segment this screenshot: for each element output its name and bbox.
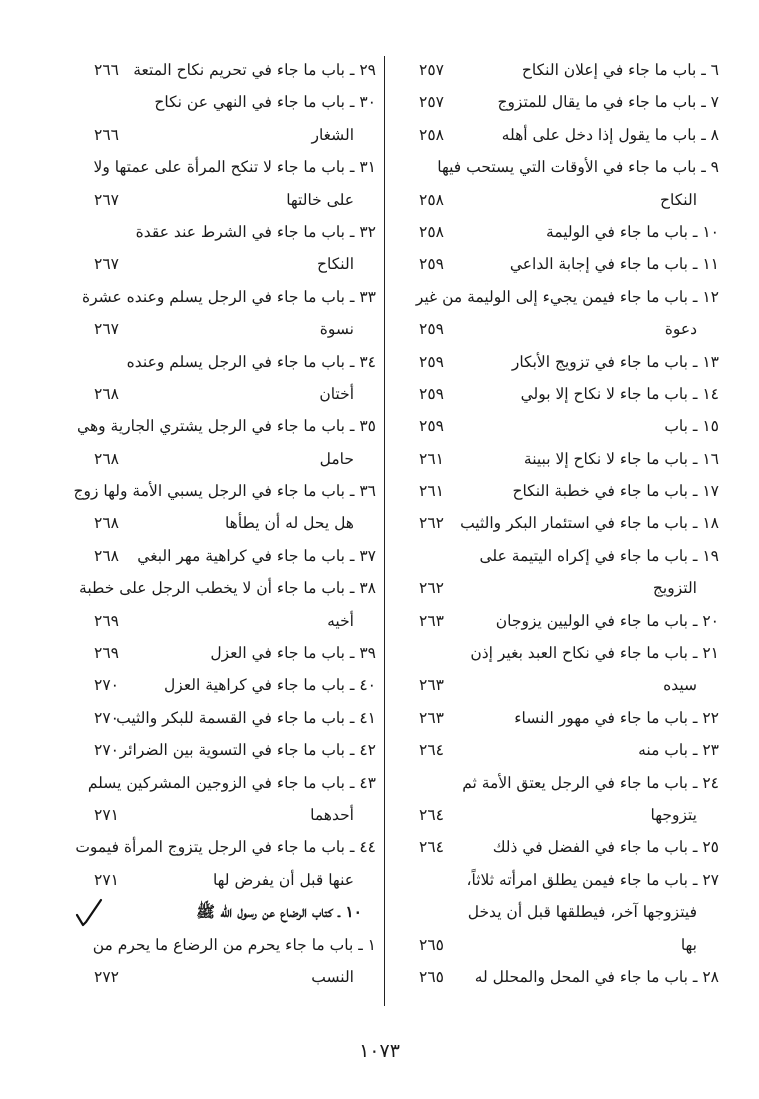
toc-entry — [80, 86, 376, 118]
toc-entry — [80, 864, 376, 896]
toc-entry-title: ٨ ـ باب ما يقول إذا دخل على أهله — [501, 125, 719, 144]
toc-entry-page-number: ٢٥٩ — [419, 417, 444, 436]
toc-entry — [397, 896, 719, 928]
toc-entry-page-number: ٢٦٥ — [419, 935, 444, 954]
toc-entry — [80, 961, 376, 993]
toc-entry-title: النكاح — [317, 255, 354, 274]
toc-entry-title: أختان — [319, 384, 354, 403]
toc-entry-title: ٤٠ ـ باب ما جاء في كراهية العزل — [164, 676, 376, 695]
toc-entry-page-number: ٢٦٥ — [419, 967, 444, 986]
toc-entry — [397, 184, 719, 216]
toc-entry — [80, 540, 376, 572]
toc-entry-title: النسب — [311, 967, 354, 986]
toc-entry — [80, 281, 376, 313]
toc-entry-page-number: ٢٥٨ — [419, 222, 444, 241]
toc-entry-title: ١٠ ـ باب ما جاء في الوليمة — [545, 222, 719, 241]
toc-entry — [80, 734, 376, 766]
toc-entry — [397, 313, 719, 345]
toc-entry-page-number: ٢٥٨ — [419, 190, 444, 209]
toc-entry-page-number: ٢٥٩ — [419, 352, 444, 371]
toc-entry-title: ٢٠ ـ باب ما جاء في الوليين يزوجان — [495, 611, 719, 630]
toc-entry — [80, 184, 376, 216]
toc-entry-title: حامل — [319, 449, 354, 468]
toc-entry-page-number: ٢٥٩ — [419, 384, 444, 403]
toc-entry-title: ٤١ ـ باب ما جاء في القسمة للبكر والثيب — [116, 708, 376, 727]
toc-entry-title: هل يحل له أن يطأها — [224, 514, 354, 533]
toc-entry-page-number: ٢٦٧ — [94, 255, 119, 274]
toc-entry-page-number: ٢٦٢ — [419, 514, 444, 533]
toc-entry — [80, 929, 376, 961]
toc-entry-title: ٤٣ ـ باب ما جاء في الزوجين المشركين يسلم — [87, 773, 376, 792]
toc-entry-page-number: ٢٦٧ — [94, 190, 119, 209]
toc-entry-page-number: ٢٧١ — [94, 805, 119, 824]
toc-entry — [397, 831, 719, 863]
toc-entry-title: عنها قبل أن يفرض لها — [212, 870, 354, 889]
page-number: ١٠٧٣ — [359, 1040, 400, 1062]
toc-entry-title: ٣٥ ـ باب ما جاء في الرجل يشتري الجارية وهي — [77, 417, 376, 436]
toc-entry-page-number: ٢٥٩ — [419, 255, 444, 274]
toc-entry — [80, 216, 376, 248]
toc-entry-title: ٢٤ ـ باب ما جاء في الرجل يعتق الأمة ثم — [462, 773, 719, 792]
toc-entry — [80, 248, 376, 280]
toc-entry-title: على خالتها — [286, 190, 354, 209]
toc-entry-title: ١٢ ـ باب ما جاء فيمن يجيء إلى الوليمة من غير — [415, 287, 719, 306]
toc-entry-title: الشغار — [311, 125, 354, 144]
toc-entry — [397, 961, 719, 993]
toc-entry-page-number: ٢٥٧ — [419, 61, 444, 79]
toc-entry — [397, 151, 719, 183]
toc-entry-title: ٤٢ ـ باب ما جاء في التسوية بين الضرائر — [119, 741, 376, 760]
toc-entry-title: ٢٥ ـ باب ما جاء في الفضل في ذلك — [492, 838, 719, 857]
toc-entry-title: ١٦ ـ باب ما جاء لا نكاح إلا ببينة — [523, 449, 719, 468]
toc-entry-title: فيتزوجها آخر، فيطلقها قبل أن يدخل — [467, 903, 697, 922]
toc-entry — [397, 378, 719, 410]
toc-entry-page-number: ٢٦١ — [419, 482, 444, 501]
toc-entry-page-number: ٢٦٧ — [94, 320, 119, 339]
toc-entry — [397, 507, 719, 539]
toc-entry — [80, 605, 376, 637]
toc-entry — [397, 605, 719, 637]
toc-entry — [80, 637, 376, 669]
toc-entry — [80, 702, 376, 734]
toc-entry — [397, 734, 719, 766]
toc-entry — [397, 119, 719, 151]
toc-entry — [397, 799, 719, 831]
toc-entry-title: ٣٦ ـ باب ما جاء في الرجل يسبي الأمة ولها زوج — [73, 482, 376, 501]
toc-entry — [397, 475, 719, 507]
toc-entry — [75, 831, 376, 863]
toc-entry — [397, 767, 719, 799]
toc-entry-page-number: ٢٦٩ — [94, 611, 119, 630]
toc-entry — [397, 443, 719, 475]
toc-entry — [80, 313, 376, 345]
toc-entry-title: ١٣ ـ باب ما جاء في تزويج الأبكار — [511, 352, 719, 371]
toc-entry-title: ١٤ ـ باب ما جاء لا نكاح إلا بولي — [520, 384, 719, 403]
toc-entry — [80, 119, 376, 151]
toc-entry-title: ٣٧ ـ باب ما جاء في كراهية مهر البغي — [137, 546, 376, 565]
toc-entry-page-number: ٢٦٤ — [419, 741, 444, 760]
toc-entry-page-number: ٢٦٢ — [419, 579, 444, 598]
toc-entry — [397, 216, 719, 248]
toc-entry-page-number: ٢٧٠ — [94, 708, 119, 727]
toc-entry-title: ٢٩ ـ باب ما جاء في تحريم نكاح المتعة — [133, 61, 376, 79]
toc-entry-page-number: ٢٦٩ — [94, 644, 119, 663]
toc-entry-title: يتزوجها — [650, 805, 697, 824]
toc-entry-page-number: ٢٧٠ — [94, 676, 119, 695]
toc-entry-title: ١٥ ـ باب — [664, 417, 719, 436]
toc-entry-title: ٢٨ ـ باب ما جاء في المحل والمحلل له — [474, 967, 719, 986]
toc-entry-page-number: ٢٥٨ — [419, 125, 444, 144]
toc-entry-page-number: ٢٥٧ — [419, 93, 444, 112]
toc-entry-page-number: ٢٦١ — [419, 449, 444, 468]
toc-entry — [397, 669, 719, 701]
toc-entry — [397, 248, 719, 280]
toc-entry-title: ٣٣ ـ باب ما جاء في الرجل يسلم وعنده عشرة — [81, 287, 376, 306]
toc-entry-page-number: ٢٦٨ — [94, 384, 119, 403]
toc-entry-title: ٢٧ ـ باب ما جاء فيمن يطلق امرأته ثلاثاً، — [466, 870, 719, 889]
toc-entry-page-number: ٢٧٠ — [94, 741, 119, 760]
toc-entry — [80, 346, 376, 378]
toc-entry-title: ١٩ ـ باب ما جاء في إكراه اليتيمة على — [479, 546, 719, 565]
toc-entry-title: ٢١ ـ باب ما جاء في نكاح العبد بغير إذن — [470, 644, 719, 663]
toc-entry — [80, 572, 376, 604]
toc-entry-title: ٣٨ ـ باب ما جاء أن لا يخطب الرجل على خطبة — [79, 579, 376, 598]
toc-entry-title: دعوة — [664, 320, 697, 339]
toc-entry — [397, 540, 719, 572]
toc-section-heading — [80, 896, 376, 928]
handwritten-check-mark-icon — [74, 898, 104, 928]
toc-entry — [397, 86, 719, 118]
toc-entry-page-number: ٢٦٣ — [419, 611, 444, 630]
toc-entry — [80, 378, 376, 410]
toc-entry-title: نسوة — [319, 320, 354, 339]
toc-entry-page-number: ٢٧١ — [94, 870, 119, 889]
toc-entry-title: ٦ ـ باب ما جاء في إعلان النكاح — [521, 61, 719, 79]
column-divider — [384, 56, 385, 1006]
toc-entry-page-number: ٢٦٨ — [94, 449, 119, 468]
toc-entry-title: ١١ ـ باب ما جاء في إجابة الداعي — [509, 255, 719, 274]
toc-entry — [80, 767, 376, 799]
toc-entry-page-number: ٢٦٤ — [419, 838, 444, 857]
toc-entry-title: ٣٢ ـ باب ما جاء في الشرط عند عقدة — [135, 222, 376, 241]
toc-entry-page-number: ٢٦٣ — [419, 708, 444, 727]
toc-entry — [397, 702, 719, 734]
right-column — [397, 54, 719, 993]
toc-entry-title: ٤٤ ـ باب ما جاء في الرجل يتزوج المرأة فيموت — [75, 838, 376, 857]
toc-entry-title: ٣٠ ـ باب ما جاء في النهي عن نكاح — [154, 93, 376, 112]
toc-entry — [397, 410, 719, 442]
toc-entry-title: أحدهما — [310, 805, 354, 824]
toc-entry-page-number: ٢٦٦ — [94, 125, 119, 144]
toc-entry — [397, 929, 719, 961]
toc-entry-page-number: ٢٦٣ — [419, 676, 444, 695]
toc-entry-title: سيده — [663, 676, 697, 695]
toc-entry-page-number: ٢٦٦ — [94, 61, 119, 79]
toc-entry — [80, 151, 376, 183]
toc-entry-title: النكاح — [660, 190, 697, 209]
toc-entry-title: ٢٢ ـ باب ما جاء في مهور النساء — [514, 708, 719, 727]
toc-entry-page-number: ٢٧٢ — [94, 967, 119, 986]
toc-entry-title: التزويج — [652, 579, 697, 598]
toc-entry-page-number: ٢٦٤ — [419, 805, 444, 824]
toc-entry — [80, 443, 376, 475]
toc-entry-page-number: ٢٦٨ — [94, 514, 119, 533]
toc-entry-title: أخيه — [327, 611, 354, 630]
toc-entry-title: بها — [680, 935, 697, 954]
toc-entry — [80, 54, 376, 86]
toc-entry — [80, 507, 376, 539]
toc-entry-title: ١٧ ـ باب ما جاء في خطبة النكاح — [512, 482, 719, 501]
left-column — [73, 54, 376, 993]
toc-entry — [397, 637, 719, 669]
toc-entry — [397, 572, 719, 604]
toc-entry-title: ١٠ ـ كتاب الرضاع عن رسول الله ﷺ — [196, 902, 362, 922]
toc-entry-title: ٣١ ـ باب ما جاء لا تنكح المرأة على عمتها ولا — [93, 158, 376, 177]
toc-entry — [397, 864, 719, 896]
toc-entry — [73, 475, 376, 507]
toc-entry-title: ٣٩ ـ باب ما جاء في العزل — [210, 644, 376, 663]
toc-entry-title: ٧ ـ باب ما جاء في ما يقال للمتزوج — [497, 93, 719, 112]
toc-entry-title: ١ ـ باب ما جاء يحرم من الرضاع ما يحرم من — [92, 935, 376, 954]
toc-entry-title: ٣٤ ـ باب ما جاء في الرجل يسلم وعنده — [126, 352, 376, 371]
toc-entry-page-number: ٢٦٨ — [94, 546, 119, 565]
toc-entry-title: ٢٣ ـ باب منه — [638, 741, 719, 760]
toc-entry — [397, 346, 719, 378]
toc-entry-title: ١٨ ـ باب ما جاء في استئمار البكر والثيب — [460, 514, 719, 533]
toc-entry — [397, 281, 719, 313]
toc-entry — [80, 799, 376, 831]
toc-entry-title: ٩ ـ باب ما جاء في الأوقات التي يستحب فيها — [437, 158, 719, 177]
toc-entry — [77, 410, 376, 442]
toc-entry-page-number: ٢٥٩ — [419, 320, 444, 339]
toc-entry — [80, 669, 376, 701]
toc-entry — [397, 54, 719, 86]
